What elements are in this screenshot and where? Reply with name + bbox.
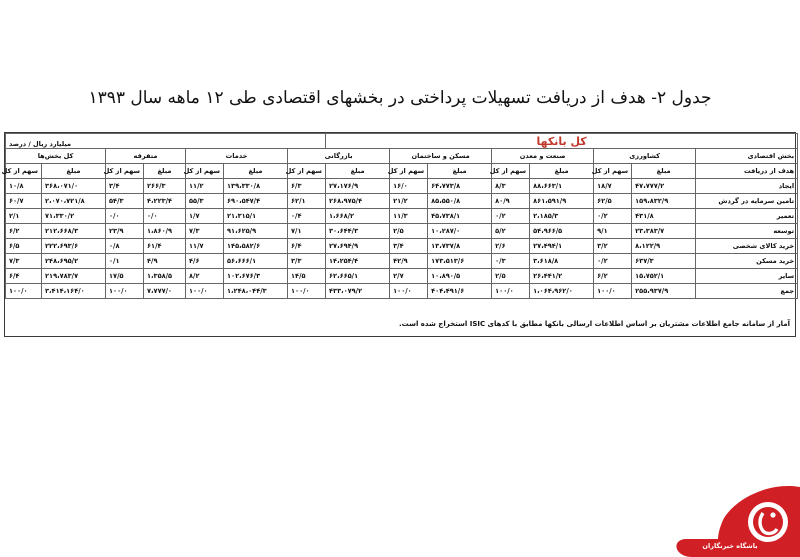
amount-cell: ۱۵۹،۸۳۲/۹: [632, 194, 696, 209]
amount-cell: ۱۳۹،۳۳۰/۸: [224, 179, 288, 194]
share-cell: ۵۵/۳: [186, 194, 224, 209]
amount-cell: ۷۱،۳۳۰/۲: [42, 209, 106, 224]
share-cell: ۱۰۰/۰: [390, 284, 428, 299]
share-cell: ۵۴/۳: [106, 194, 144, 209]
share-col-header: سهم از کل: [106, 164, 144, 179]
share-cell: ۷/۳: [6, 254, 42, 269]
share-cell: ۶/۴: [288, 239, 326, 254]
share-cell: ۱۱/۷: [186, 239, 224, 254]
sector-header: مسکن و ساختمان: [390, 149, 492, 164]
share-cell: ۱۰/۸: [6, 179, 42, 194]
amount-cell: ۲۷،۶۹۴/۹: [326, 239, 390, 254]
amount-cell: ۱۵،۷۵۲/۱: [632, 269, 696, 284]
share-cell: ۰/۲: [594, 254, 632, 269]
amount-col-header: مبلغ: [144, 164, 186, 179]
amount-cell: ۵۶،۶۶۶/۱: [224, 254, 288, 269]
amount-cell: ۳،۶۱۸/۸: [530, 254, 594, 269]
footnote: آمار از سامانه جامع اطلاعات مشتریان بر اساس اطلاعات ارسالی بانکها مطابق با کدهای ISIC استخراج شده است.: [399, 320, 790, 328]
amount-cell: ۲۶۸،۹۷۵/۴: [326, 194, 390, 209]
amount-col-header: مبلغ: [632, 164, 696, 179]
table-row: [6, 254, 798, 269]
row-label: خرید مسکن: [696, 254, 798, 269]
share-cell: ۶/۲: [594, 269, 632, 284]
share-cell: ۰/۲: [492, 209, 530, 224]
sector-header: کل بخش‌ها: [6, 149, 106, 164]
share-cell: ۰/۳: [492, 254, 530, 269]
amount-cell: ۴۰۴،۴۹۱/۶: [428, 284, 492, 299]
share-cell: ۱۴/۵: [288, 269, 326, 284]
amount-cell: ۱۴۵،۵۸۲/۶: [224, 239, 288, 254]
amount-cell: ۱۴،۲۵۴/۴: [326, 254, 390, 269]
share-cell: ۴/۶: [186, 254, 224, 269]
share-cell: ۶/۴: [6, 269, 42, 284]
table-row: [6, 224, 798, 239]
amount-cell: ۲۴۸،۶۹۵/۲: [42, 254, 106, 269]
row-label: توسعه: [696, 224, 798, 239]
share-cell: ۱۰۰/۰: [594, 284, 632, 299]
amount-cell: ۳۶۸،۰۷۱/۰: [42, 179, 106, 194]
amount-cell: ۲۶۶/۳: [144, 179, 186, 194]
table-row: [6, 194, 798, 209]
share-col-header: سهم از کل: [594, 164, 632, 179]
row-label: خرید کالای شخصی: [696, 239, 798, 254]
amount-cell: ۲۲۲،۶۹۳/۶: [42, 239, 106, 254]
amount-cell: ۸،۱۲۲/۹: [632, 239, 696, 254]
share-cell: ۱۰۰/۰: [6, 284, 42, 299]
share-cell: ۲/۵: [390, 224, 428, 239]
share-cell: ۳/۳: [288, 254, 326, 269]
amount-cell: ۲۱۲،۶۶۸/۳: [42, 224, 106, 239]
document-title: جدول ۲- هدف از دریافت تسهیلات پرداختی در بخشهای اقتصادی طی ۱۲ ماهه سال ۱۳۹۳: [88, 88, 712, 108]
amount-col-header: مبلغ: [530, 164, 594, 179]
share-cell: ۶/۵: [6, 239, 42, 254]
amount-cell: ۲۱۹،۷۸۳/۷: [42, 269, 106, 284]
corner-purpose-label: هدف از دریافت: [696, 164, 798, 179]
amount-cell: ۶۴،۷۷۳/۸: [428, 179, 492, 194]
unit-label: میلیارد ریال / درصد: [6, 134, 326, 149]
share-cell: ۰/۱: [106, 254, 144, 269]
share-cell: ۶/۳: [288, 179, 326, 194]
amount-cell: ۷،۷۷۷/۰: [144, 284, 186, 299]
amount-cell: ۱،۸۶۰/۹: [144, 224, 186, 239]
sector-header: کشاورزی: [594, 149, 696, 164]
table-row: [6, 284, 798, 299]
amount-cell: ۴۷،۷۷۷/۲: [632, 179, 696, 194]
amount-cell: ۸۸،۶۶۳/۱: [530, 179, 594, 194]
amount-col-header: مبلغ: [224, 164, 288, 179]
amount-cell: ۱۷۳،۵۱۳/۶: [428, 254, 492, 269]
share-cell: ۰/۰: [106, 209, 144, 224]
sector-header: خدمات: [186, 149, 288, 164]
share-col-header: سهم از کل: [492, 164, 530, 179]
row-label: سایر: [696, 269, 798, 284]
amount-col-header: مبلغ: [42, 164, 106, 179]
share-cell: ۸۰/۹: [492, 194, 530, 209]
facilities-table: [1, 132, 796, 337]
share-cell: ۱۱/۲: [186, 179, 224, 194]
share-cell: ۲/۱: [6, 209, 42, 224]
share-col-header: سهم از کل: [6, 164, 42, 179]
amount-cell: ۶۱/۴: [144, 239, 186, 254]
amount-cell: ۳،۴۱۴،۱۶۴/۰: [42, 284, 106, 299]
share-cell: ۰/۸: [106, 239, 144, 254]
share-cell: ۳/۴: [106, 179, 144, 194]
corner-sector-label: بخش اقتصادی: [696, 149, 798, 164]
amount-cell: ۲۷،۱۷۶/۹: [326, 179, 390, 194]
amount-cell: ۴۵،۷۳۸/۱: [428, 209, 492, 224]
share-cell: ۹/۱: [594, 224, 632, 239]
amount-cell: ۲،۱۸۵/۳: [530, 209, 594, 224]
share-cell: ۰/۴: [288, 209, 326, 224]
amount-col-header: مبلغ: [428, 164, 492, 179]
row-label: تعمیر: [696, 209, 798, 224]
share-cell: ۳/۲: [594, 239, 632, 254]
amount-cell: ۱،۰۶۴،۹۶۲/۰: [530, 284, 594, 299]
share-cell: ۱۰۰/۰: [106, 284, 144, 299]
row-label: تامین سرمایه در گردش: [696, 194, 798, 209]
share-cell: ۱۰۰/۰: [288, 284, 326, 299]
share-cell: ۵/۲: [492, 224, 530, 239]
amount-cell: ۶۹۰،۵۴۷/۴: [224, 194, 288, 209]
row-label: جمع: [696, 284, 798, 299]
amount-cell: ۲،۰۷۰،۷۲۱/۸: [42, 194, 106, 209]
share-cell: ۴۲/۹: [390, 254, 428, 269]
amount-cell: ۴،۲۲۳/۴: [144, 194, 186, 209]
amount-cell: ۴۳۳،۰۷۹/۲: [326, 284, 390, 299]
share-col-header: سهم از کل: [288, 164, 326, 179]
share-cell: ۱۱/۳: [390, 209, 428, 224]
amount-cell: ۰/۰: [144, 209, 186, 224]
share-cell: ۲/۶: [492, 239, 530, 254]
share-cell: ۶۲/۵: [594, 194, 632, 209]
share-col-header: سهم از کل: [390, 164, 428, 179]
share-cell: ۲۱/۲: [390, 194, 428, 209]
amount-cell: ۶۳۷/۳: [632, 254, 696, 269]
table-row: [6, 209, 798, 224]
share-cell: ۳/۴: [390, 239, 428, 254]
amount-cell: ۲۵۵،۹۳۷/۹: [632, 284, 696, 299]
share-cell: ۲/۵: [492, 269, 530, 284]
amount-cell: ۱۰،۸۹۰/۵: [428, 269, 492, 284]
amount-cell: ۴/۹: [144, 254, 186, 269]
share-cell: ۶/۲: [6, 224, 42, 239]
amount-cell: ۱،۶۶۸/۲: [326, 209, 390, 224]
share-cell: ۷/۱: [288, 224, 326, 239]
share-cell: ۱۰۰/۰: [186, 284, 224, 299]
share-cell: ۱۷/۵: [106, 269, 144, 284]
row-label: ایجاد: [696, 179, 798, 194]
amount-cell: ۳۰،۶۴۴/۳: [326, 224, 390, 239]
sector-header: صنعت و معدن: [492, 149, 594, 164]
amount-cell: ۲۶،۴۴۱/۲: [530, 269, 594, 284]
share-cell: ۰/۲: [594, 209, 632, 224]
amount-cell: ۱۳،۷۳۷/۸: [428, 239, 492, 254]
share-col-header: سهم از کل: [186, 164, 224, 179]
table-row: [6, 269, 798, 284]
share-cell: ۶۲/۱: [288, 194, 326, 209]
share-cell: ۱/۷: [186, 209, 224, 224]
bank-title: کل بانکها: [326, 134, 798, 149]
share-cell: ۲/۷: [390, 269, 428, 284]
amount-cell: ۲۱،۳۱۵/۱: [224, 209, 288, 224]
share-cell: ۱۸/۷: [594, 179, 632, 194]
logo-text: باشگاه خبرنگاران: [702, 542, 758, 550]
table-row: [6, 239, 798, 254]
amount-cell: ۸۵،۵۵۰/۸: [428, 194, 492, 209]
amount-cell: ۲۷،۴۹۴/۱: [530, 239, 594, 254]
amount-cell: ۵۴،۹۶۶/۵: [530, 224, 594, 239]
amount-col-header: مبلغ: [326, 164, 390, 179]
amount-cell: ۴۳۱/۸: [632, 209, 696, 224]
sector-header: بازرگانی: [288, 149, 390, 164]
amount-cell: ۸۶۱،۵۹۱/۹: [530, 194, 594, 209]
share-cell: ۲۳/۹: [106, 224, 144, 239]
share-cell: ۱۰۰/۰: [492, 284, 530, 299]
amount-cell: ۱،۲۴۸،۰۴۴/۳: [224, 284, 288, 299]
amount-cell: ۹۱،۶۲۵/۹: [224, 224, 288, 239]
amount-cell: ۶۲،۶۶۵/۱: [326, 269, 390, 284]
share-cell: ۷/۳: [186, 224, 224, 239]
amount-cell: ۲۳،۳۸۳/۷: [632, 224, 696, 239]
amount-cell: ۱۰۲،۶۷۶/۳: [224, 269, 288, 284]
table-row: [6, 179, 798, 194]
sector-header: متفرقه: [106, 149, 186, 164]
share-cell: ۶۰/۷: [6, 194, 42, 209]
amount-cell: ۱،۳۵۸/۵: [144, 269, 186, 284]
share-cell: ۱۶/۰: [390, 179, 428, 194]
amount-cell: ۱۰،۲۸۷/۰: [428, 224, 492, 239]
share-cell: ۸/۳: [492, 179, 530, 194]
share-cell: ۸/۲: [186, 269, 224, 284]
